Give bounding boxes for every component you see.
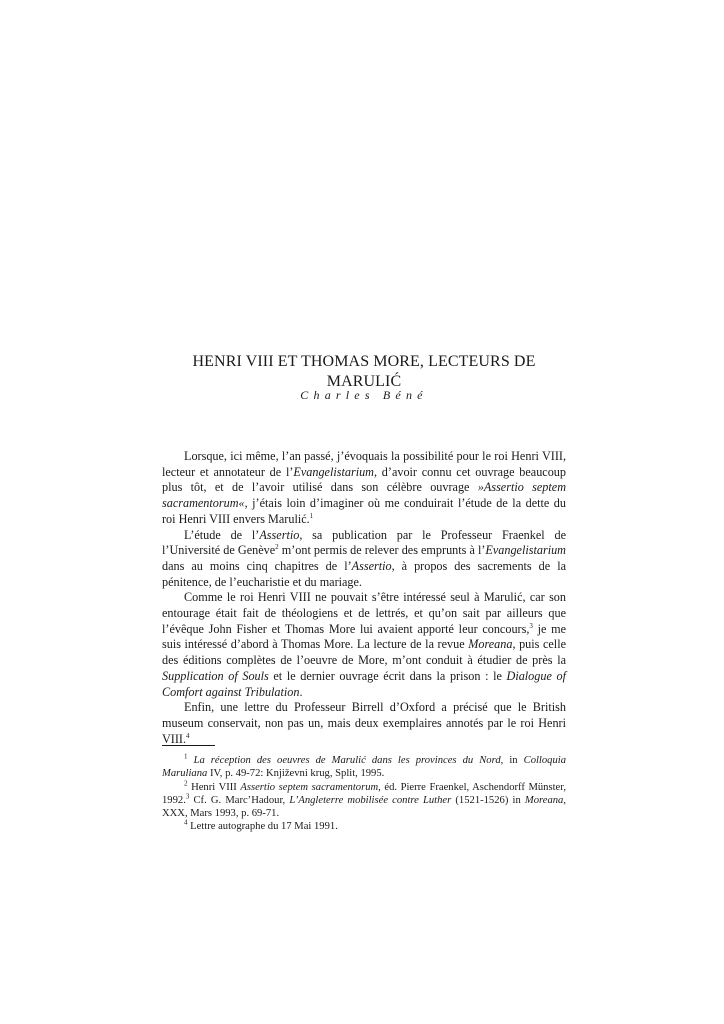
book-title: La réception des oeuvres de Marulić dans les provinces du Nord (193, 755, 501, 766)
footnote-text: , éd. Pierre Fraenkel, Aschendorff Münster, 1992. (162, 781, 566, 806)
footnote-reference: 1 (309, 511, 314, 520)
footnotes (162, 754, 566, 834)
footnote-number: 4 (184, 818, 188, 827)
author-name: Charles Béné (300, 388, 428, 402)
footnote-reference: 3 (529, 621, 533, 630)
footnote-number: 3 (185, 792, 190, 801)
footnote-text: Cf. G. Marc’Hadour, (189, 794, 290, 806)
book-title: Dialogue of Comfort against Tribulation (162, 668, 566, 699)
footnote-text: IV, p. 49-72: Književni krug, Split, 1995. (207, 768, 385, 780)
footnote-number: 2 (184, 779, 188, 788)
journal-title: Moreana (524, 794, 564, 806)
paragraph-3 (162, 590, 566, 700)
footnote-text: Henri VIII (191, 781, 241, 793)
footnote-text: (1521-1526) in (451, 794, 525, 806)
book-title: »Assertio septem sacramentorum« (162, 480, 566, 511)
footnote-2 (162, 781, 566, 821)
paragraph-text: L’étude de l’ (184, 527, 260, 542)
paragraph-text: Enfin, une lettre du Professeur Birrell d’Oxford a précisé que le British museum conservait, non pas un, mais deux exemplaires annotés par le roi Henri VIII. (162, 700, 566, 746)
footnote-text: , XXX, Mars 1993, p. 69-71. (162, 794, 566, 820)
book-title: L’Angleterre mobilisée contre Luther (289, 794, 452, 806)
footnote-reference: 4 (186, 731, 190, 740)
article-title: HENRI VIII ET THOMAS MORE, LECTEURS DE MARULIĆ (192, 353, 536, 390)
book-title: Evangelistarium (293, 464, 374, 479)
footnote-number: 1 (184, 752, 188, 761)
paragraph-text: et le dernier ouvrage écrit dans la prison : le (268, 668, 507, 683)
journal-title: Moreana (468, 637, 513, 652)
article-body (162, 449, 566, 747)
book-title: Assertio septem sacramentorum (240, 781, 379, 793)
paragraph-text: , j’étais loin d’imaginer où me conduirait l’étude de la dette du roi Henri VIII envers Marulić. (162, 496, 566, 526)
paragraph-text: je me suis intéressé d’abord à Thomas More. La lecture de la revue (162, 621, 566, 652)
paragraph-text: , d’avoir connu cet ouvrage beaucoup plus tôt, et de l’avoir utilisé dans son célèbre ouvrage (162, 464, 566, 495)
footnote-reference: 2 (275, 543, 279, 552)
paragraph-4 (162, 700, 566, 747)
footnote-1 (162, 754, 566, 781)
paragraph-2 (162, 528, 566, 591)
paragraph-text: dans au moins cinq chapitres de l’ (162, 558, 352, 573)
footnote-separator (162, 745, 215, 746)
paragraph-text: . (299, 684, 303, 699)
paragraph-text: , puis celle des éditions complètes de l’oeuvre de More, m’ont conduit à étudier de près la (162, 637, 566, 668)
footnote-text: Lettre autographe du 17 Mai 1991. (190, 821, 338, 833)
footnote-4 (162, 820, 566, 833)
paragraph-text: Lorsque, ici même, l’an passé, j’évoquais la possibilité pour le roi Henri VIII, lecteur et annotateur de l’ (162, 449, 566, 479)
footnote-text: , in (500, 755, 524, 766)
paragraph-text: m’ont permis de relever des emprunts à l’ (278, 543, 486, 558)
book-title: Evangelistarium (485, 543, 566, 558)
book-title: Assertio (351, 558, 392, 573)
paragraph-text: , à propos des sacrements de la pénitence, de l’eucharistie et du mariage. (162, 558, 566, 589)
paragraph-text: , sa publication par le Professeur Fraenkel de l’Université de Genève (162, 527, 566, 558)
paragraph-1 (162, 449, 566, 528)
journal-title: Colloquia Maruliana (162, 755, 567, 780)
paragraph-text: Comme le roi Henri VIII ne pouvait s’être intéressé seul à Marulić, car son entourage était fait de théologiens et de lettrés, et qu’on sait par ailleurs que l’évêque John Fisher et Thomas More lui avaient apporté leur concours, (162, 590, 566, 636)
book-title: Assertio (259, 527, 300, 542)
book-title: Supplication of Souls (162, 668, 269, 683)
